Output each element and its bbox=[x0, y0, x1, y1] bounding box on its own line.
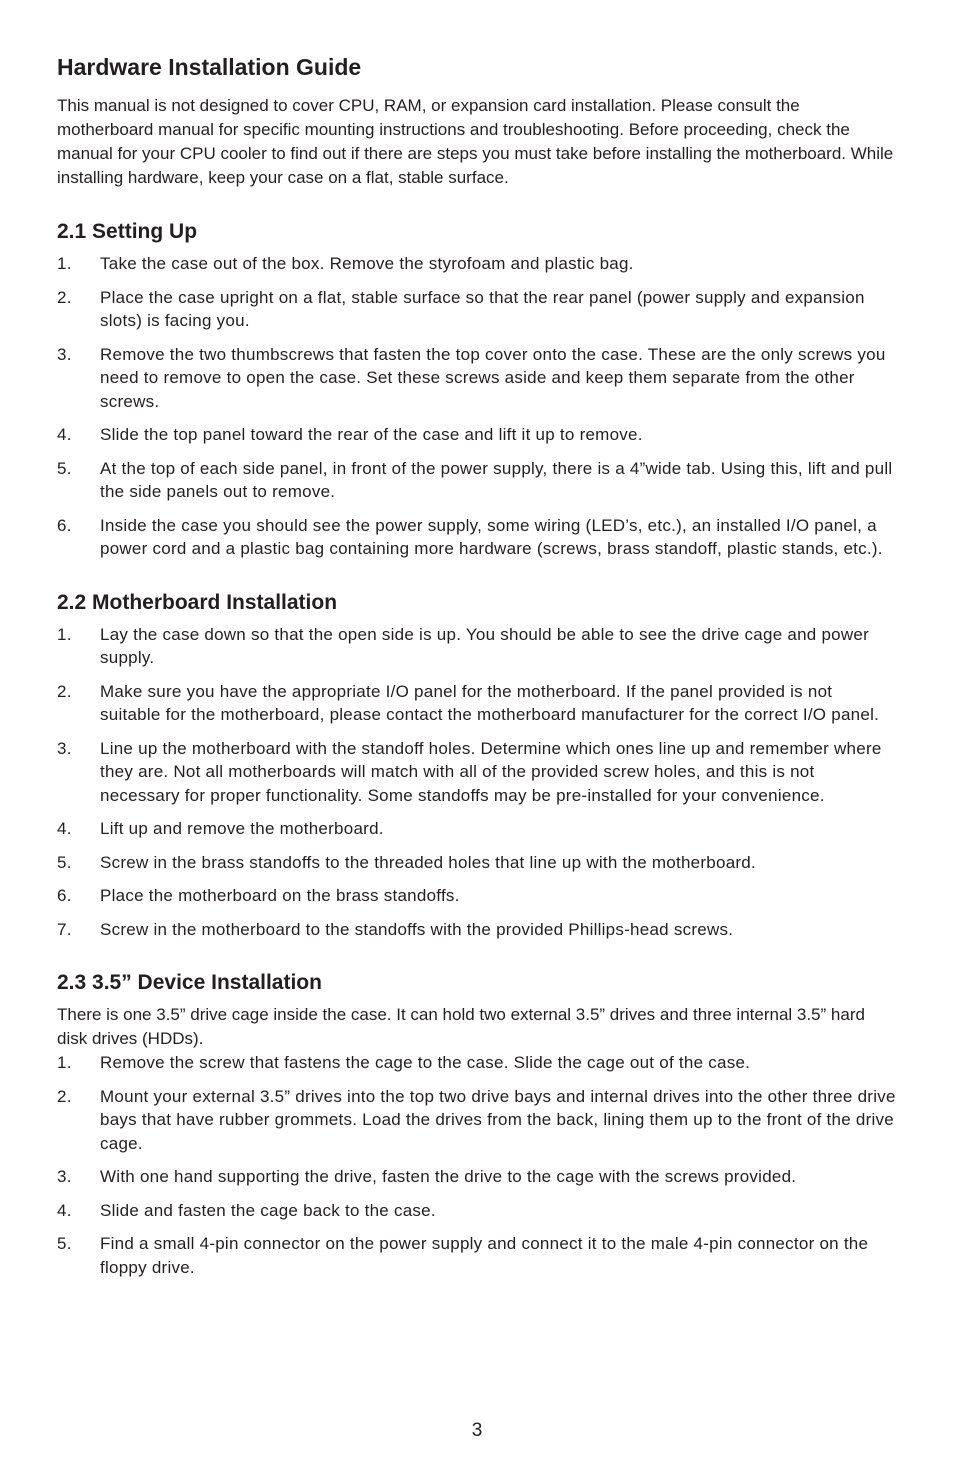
step-number: 3. bbox=[57, 1167, 72, 1186]
step-number: 5. bbox=[57, 1234, 72, 1253]
section-heading: 2.2 Motherboard Installation bbox=[57, 590, 338, 614]
step-text: Slide and fasten the cage back to the case. bbox=[100, 1200, 436, 1220]
step-text: Inside the case you should see the power supply, some wiring (LED’s, etc.), an installed I/O panel, a power cord and a plastic bag containing more hardware (screws, brass standoff, plastic stands, etc.). bbox=[100, 515, 883, 558]
list-item bbox=[57, 623, 897, 670]
list-item bbox=[57, 252, 897, 276]
step-list bbox=[57, 1051, 897, 1279]
list-item bbox=[57, 423, 897, 447]
list-item bbox=[57, 457, 897, 504]
list-item bbox=[57, 817, 897, 841]
section-device-installation bbox=[57, 969, 897, 1279]
step-text: Place the case upright on a flat, stable surface so that the rear panel (power supply and expansion slots) is facing you. bbox=[100, 287, 865, 330]
list-item bbox=[57, 1232, 897, 1279]
page-title: Hardware Installation Guide bbox=[57, 54, 362, 80]
list-item bbox=[57, 851, 897, 875]
list-item bbox=[57, 343, 897, 414]
step-text: Mount your external 3.5” drives into the top two drive bays and internal drives into the other three drive bays that have rubber grommets. Load the drives from the back, lining them up to the front of the drive cage. bbox=[100, 1086, 896, 1153]
step-text: Remove the screw that fastens the cage to the case. Slide the cage out of the case. bbox=[100, 1053, 751, 1072]
section-intro: There is one 3.5” drive cage inside the case. It can hold two external 3.5” drives and three internal 3.5” hard disk drives (HDDs). bbox=[57, 1005, 865, 1048]
list-item bbox=[57, 884, 897, 908]
section-heading: 2.1 Setting Up bbox=[57, 220, 198, 243]
step-number: 2. bbox=[57, 287, 72, 307]
step-list bbox=[57, 252, 897, 561]
step-number: 1. bbox=[57, 624, 72, 644]
step-number: 3. bbox=[57, 738, 72, 758]
step-number: 1. bbox=[57, 1053, 72, 1072]
step-number: 3. bbox=[57, 344, 72, 364]
step-number: 5. bbox=[57, 852, 72, 872]
step-number: 4. bbox=[57, 1200, 72, 1220]
step-number: 4. bbox=[57, 819, 72, 838]
step-list bbox=[57, 623, 897, 942]
list-item bbox=[57, 737, 897, 808]
step-text: Lay the case down so that the open side is up. You should be able to see the drive cage and power supply. bbox=[100, 624, 870, 667]
list-item bbox=[57, 286, 897, 333]
document-page bbox=[57, 52, 897, 1289]
step-text: Take the case out of the box. Remove the styrofoam and plastic bag. bbox=[100, 254, 634, 273]
step-text: Make sure you have the appropriate I/O panel for the motherboard. If the panel provided is not suitable for the motherboard, please contact the motherboard manufacturer for the correct I/O panel. bbox=[100, 681, 880, 724]
list-item bbox=[57, 1165, 897, 1189]
list-item bbox=[57, 680, 897, 727]
step-number: 5. bbox=[57, 458, 72, 478]
list-item bbox=[57, 1051, 897, 1075]
list-item bbox=[57, 1085, 897, 1156]
step-text: Line up the motherboard with the standoff holes. Determine which ones line up and remember where they are. Not all motherboards will match with all of the provided screw holes, and this is not necessary for proper functionality. Some standoffs may be pre-installed for your convenience. bbox=[100, 738, 882, 805]
step-text: Screw in the motherboard to the standoffs with the provided Phillips-head screws. bbox=[100, 919, 734, 939]
step-text: With one hand supporting the drive, fasten the drive to the cage with the screws provided. bbox=[100, 1167, 797, 1186]
section-motherboard-installation bbox=[57, 589, 897, 942]
step-text: Screw in the brass standoffs to the threaded holes that line up with the motherboard. bbox=[100, 852, 756, 872]
step-text: Slide the top panel toward the rear of the case and lift it up to remove. bbox=[100, 425, 643, 444]
section-heading: 2.3 3.5” Device Installation bbox=[57, 971, 322, 994]
list-item bbox=[57, 514, 897, 561]
step-text: Find a small 4-pin connector on the power supply and connect it to the male 4-pin connector on the floppy drive. bbox=[100, 1234, 869, 1277]
step-text: Remove the two thumbscrews that fasten the top cover onto the case. These are the only screws you need to remove to open the case. Set these screws aside and keep them separate from the other screws. bbox=[100, 344, 886, 411]
step-number: 2. bbox=[57, 1086, 72, 1106]
step-text: Lift up and remove the motherboard. bbox=[100, 819, 384, 838]
list-item bbox=[57, 1199, 897, 1223]
step-number: 6. bbox=[57, 515, 72, 535]
step-number: 6. bbox=[57, 886, 72, 905]
list-item bbox=[57, 918, 897, 942]
intro-paragraph: This manual is not designed to cover CPU, RAM, or expansion card installation. Please consult the motherboard manual for specific mounting instructions and troubleshooting. Before proceeding, check the manual for your CPU cooler to find out if there are steps you must take before installing the motherboard. While installing hardware, keep your case on a flat, stable surface. bbox=[57, 96, 894, 187]
step-number: 4. bbox=[57, 425, 72, 444]
section-setting-up bbox=[57, 218, 897, 561]
step-number: 2. bbox=[57, 681, 72, 701]
step-number: 7. bbox=[57, 919, 72, 939]
step-number: 1. bbox=[57, 254, 72, 273]
step-text: At the top of each side panel, in front of the power supply, there is a 4”wide tab. Using this, lift and pull the side panels out to remove. bbox=[100, 458, 893, 501]
step-text: Place the motherboard on the brass standoffs. bbox=[100, 886, 460, 905]
page-number: 3 bbox=[471, 1420, 483, 1441]
